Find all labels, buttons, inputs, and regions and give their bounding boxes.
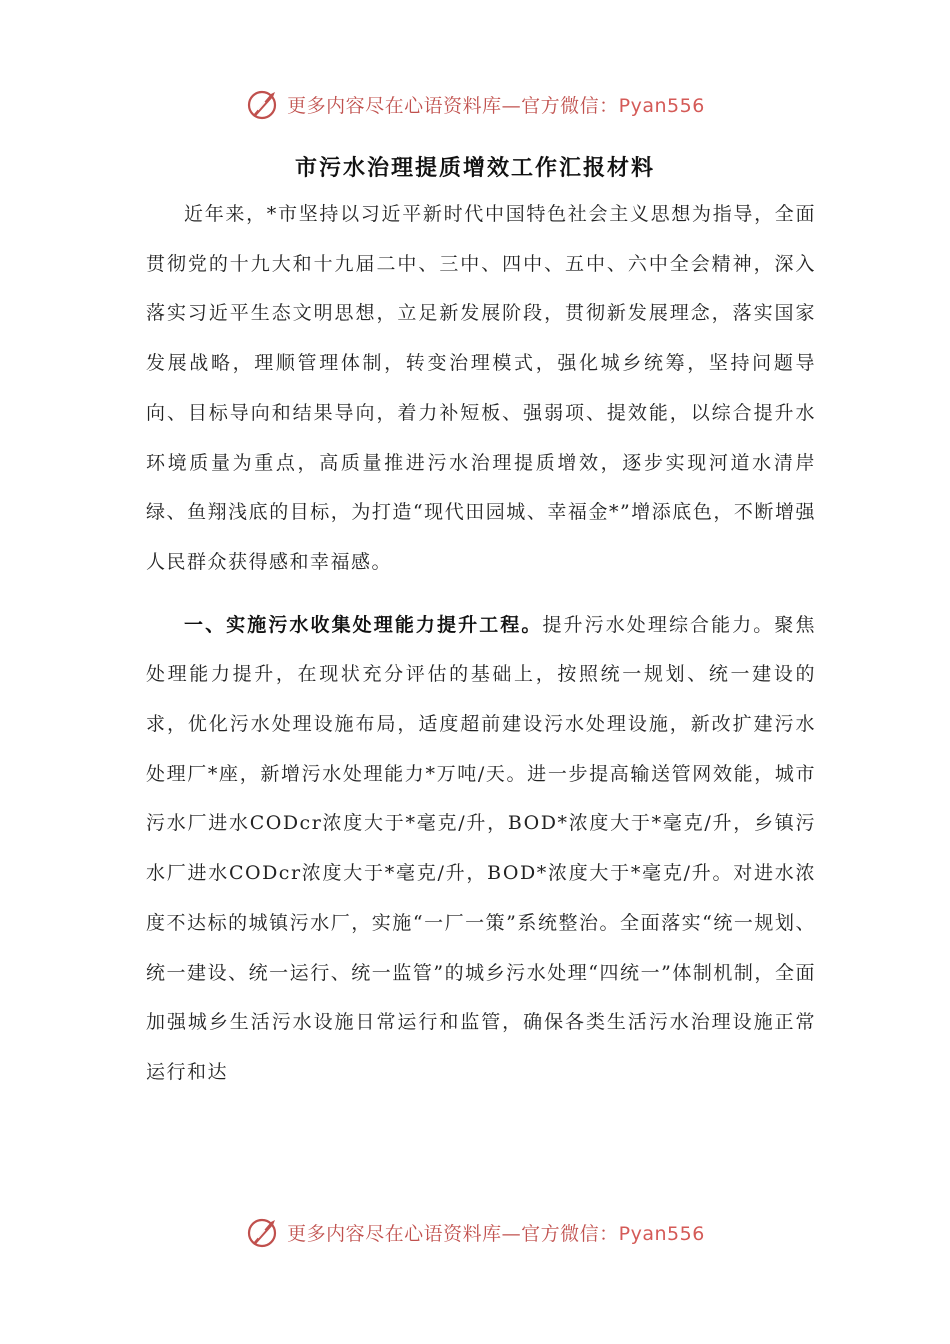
- header-watermark: [0, 84, 950, 124]
- footer-watermark: [0, 1212, 950, 1252]
- document-title: 市污水治理提质增效工作汇报材料: [294, 155, 655, 181]
- document-body: [146, 190, 816, 1098]
- section-1-heading: 一、实施污水收集处理能力提升工程。: [184, 613, 543, 636]
- section-1-paragraph: [146, 601, 816, 1098]
- quill-logo-icon: [245, 1214, 281, 1250]
- quill-logo-icon: [245, 86, 281, 122]
- watermark-wechat-id: Pyan556: [618, 1222, 705, 1245]
- watermark-wechat-id: Pyan556: [618, 94, 705, 117]
- section-1-body: 提升污水处理综合能力。聚焦处理能力提升，在现状充分评估的基础上，按照统一规划、统一建设的求，优化污水处理设施布局，适度超前建设污水处理设施，新改扩建污水处理厂*座，新增污水处理能力*万吨/天。进一步提高输送管网效能，城市污水厂进水CODcr浓度大于*毫克/升，BOD*浓度大于*毫克/升，乡镇污水厂进水CODcr浓度大于*毫克/升，BOD*浓度大于*毫克/升。对进水浓度不达标的城镇污水厂，实施“一厂一策”系统整治。全面落实“统一规划、统一建设、统一运行、统一监管”的城乡污水处理“四统一”体制机制，全面加强城乡生活污水设施日常运行和监管，确保各类生活污水治理设施正常运行和达: [146, 613, 816, 1083]
- watermark-text: 更多内容尽在心语资料库—官方微信：: [287, 1222, 619, 1245]
- watermark-text: 更多内容尽在心语资料库—官方微信：: [287, 94, 619, 117]
- intro-paragraph: 近年来，*市坚持以习近平新时代中国特色社会主义思想为指导，全面贯彻党的十九大和十九届二中、三中、四中、五中、六中全会精神，深入落实习近平生态文明思想，立足新发展阶段，贯彻新发展理念，落实国家发展战略，理顺管理体制，转变治理模式，强化城乡统筹，坚持问题导向、目标导向和结果导向，着力补短板、强弱项、提效能，以综合提升水环境质量为重点，高质量推进污水治理提质增效，逐步实现河道水清岸绿、鱼翔浅底的目标，为打造“现代田园城、幸福金*”增添底色，不断增强人民群众获得感和幸福感。: [146, 203, 816, 573]
